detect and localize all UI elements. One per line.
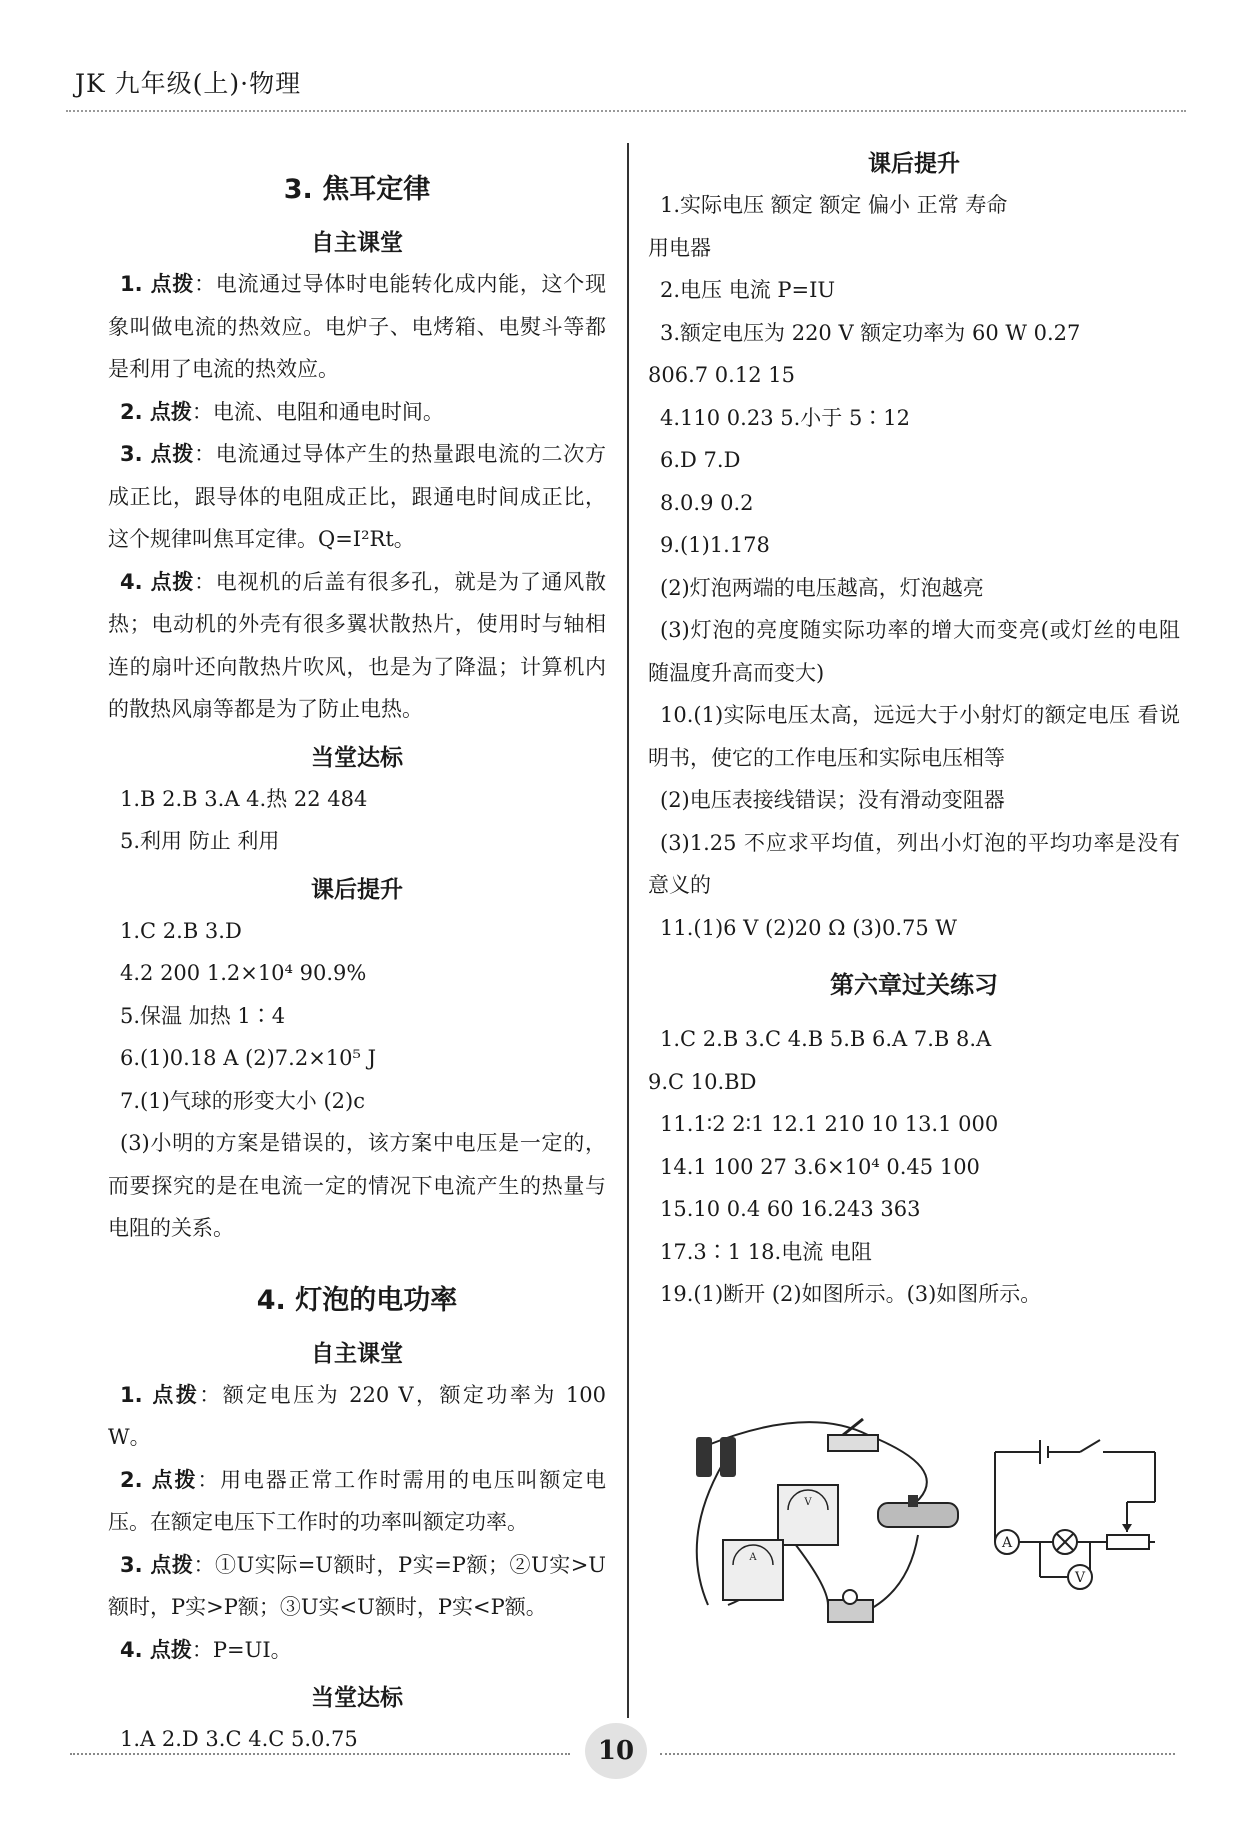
voltmeter-label: V xyxy=(1074,1570,1086,1586)
item-text: ：电流通过导体产生的热量跟电流的二次方成正比，跟导体的电阻成正比，跟通电时间成正比，这个规律叫焦耳定律。Q=I²Rt。 xyxy=(108,442,606,551)
item-number: 4. 点拨 xyxy=(120,569,195,594)
ammeter-symbol: A xyxy=(749,1552,757,1563)
section-title-bulb-power: 4. 灯泡的电功率 xyxy=(256,1284,458,1316)
battery-icon xyxy=(696,1437,736,1477)
subheading-kehou-right: 课后提升 xyxy=(868,151,960,177)
answer-item xyxy=(108,433,606,561)
rheostat-icon xyxy=(878,1495,958,1527)
column-divider xyxy=(627,143,629,1718)
subheading-dangtang: 当堂达标 xyxy=(311,744,403,771)
item-number: 1. 点拨 xyxy=(120,1382,200,1407)
subheading-zizhu-2: 自主课堂 xyxy=(311,1340,403,1367)
answer-line: 14.1 100 27 3.6×10⁴ 0.45 100 xyxy=(660,1154,980,1179)
answer-line: 9.C 10.BD xyxy=(648,1069,757,1094)
answer-line: 2.电压 电流 P=IU xyxy=(660,278,836,302)
page-header: JK 九年级(上)·物理 xyxy=(75,69,302,98)
answer-line: 4.2 200 1.2×10⁴ 90.9% xyxy=(120,961,367,985)
answer-line: 8.0.9 0.2 xyxy=(660,490,754,515)
circuit-schematic-figure xyxy=(985,1432,1165,1612)
item-number: 3. 点拨 xyxy=(120,1552,194,1577)
answer-line: 5.利用 防止 利用 xyxy=(120,829,280,853)
subheading-dangtang-2: 当堂达标 xyxy=(311,1685,403,1711)
item-text: ：电流通过导体时电能转化成内能，这个现象叫做电流的热效应。电炉子、电烤箱、电熨斗等都是利用了电流的热效应。 xyxy=(108,272,606,381)
answer-line: 5.保温 加热 1∶4 xyxy=(120,1003,286,1028)
answer-line: 6.D 7.D xyxy=(660,448,741,472)
subheading-kehou: 课后提升 xyxy=(311,876,403,903)
item-text: ：额定电压为 220 V，额定功率为 100 W。 xyxy=(108,1382,606,1449)
slider-arrow-icon xyxy=(1122,1524,1132,1532)
answer-line: 19.(1)断开 (2)如图所示。(3)如图所示。 xyxy=(660,1282,1042,1306)
answer-line: 1.C 2.B 3.D xyxy=(120,918,242,943)
answer-paragraph: (3)1.25 不应求平均值，列出小灯泡的平均功率是没有意义的 xyxy=(648,830,1180,897)
answer-paragraph: (3)灯泡的亮度随实际功率的增大而变亮(或灯丝的电阻随温度升高而变大) xyxy=(648,618,1180,685)
voltmeter-symbol-icon xyxy=(1068,1565,1092,1589)
answer-paragraph: (3)小明的方案是错误的，该方案中电压是一定的，而要探究的是在电流一定的情况下电流产生的热量与电阻的关系。 xyxy=(108,1131,606,1240)
answer-paragraph: 10.(1)实际电压太高，远远大于小射灯的额定电压 看说明书，使它的工作电压和实际电压相等 xyxy=(648,703,1180,770)
answer-item xyxy=(108,1544,606,1629)
right-column xyxy=(648,137,1180,1316)
header-rule xyxy=(66,110,1186,112)
item-text: ：电流、电阻和通电时间。 xyxy=(191,399,444,424)
answer-line: 用电器 xyxy=(648,235,711,260)
circuit-apparatus-figure xyxy=(668,1415,968,1630)
ammeter-icon xyxy=(723,1540,783,1600)
ammeter-label: A xyxy=(1001,1535,1013,1551)
item-text: ：P=UI。 xyxy=(191,1637,292,1662)
answer-item xyxy=(108,1374,606,1459)
left-column xyxy=(108,155,606,1761)
voltmeter-icon xyxy=(778,1485,838,1545)
answer-line: 11.(1)6 V (2)20 Ω (3)0.75 W xyxy=(660,915,958,940)
item-text: ：电视机的后盖有很多孔，就是为了通风散热；电动机的外壳有很多翼状散热片，使用时与轴相连的扇叶还向散热片吹风，也是为了降温；计算机内的散热风扇等都是为了防止电热。 xyxy=(108,569,606,721)
section-title-joule-law: 3. 焦耳定律 xyxy=(283,174,431,205)
answer-line: (2)电压表接线错误；没有滑动变阻器 xyxy=(660,788,1005,812)
answer-line: 1.B 2.B 3.A 4.热 22 484 xyxy=(120,786,368,811)
subheading-zizhu: 自主课堂 xyxy=(311,230,403,256)
bulb-holder-icon xyxy=(828,1590,873,1622)
item-number: 2. 点拨 xyxy=(120,1467,198,1492)
answer-line: 11.1∶2 2∶1 12.1 210 10 13.1 000 xyxy=(660,1112,999,1136)
item-number: 1. 点拨 xyxy=(120,272,195,296)
answer-item xyxy=(108,1629,606,1672)
answer-line: 1.实际电压 额定 额定 偏小 正常 寿命 xyxy=(660,193,1008,217)
item-number: 4. 点拨 xyxy=(120,1637,192,1662)
footer-rule-right xyxy=(660,1753,1175,1755)
answer-item xyxy=(108,1459,606,1544)
answer-item xyxy=(108,561,606,731)
lamp-symbol-icon xyxy=(1053,1530,1077,1554)
answer-line: 17.3∶1 18.电流 电阻 xyxy=(660,1239,872,1264)
section-title-chapter6: 第六章过关练习 xyxy=(830,971,998,999)
item-number: 2. 点拨 xyxy=(120,399,192,424)
answer-line: 9.(1)1.178 xyxy=(660,533,770,557)
answer-line: 3.额定电压为 220 V 额定功率为 60 W 0.27 xyxy=(660,320,1081,345)
ammeter-symbol-icon xyxy=(995,1530,1019,1554)
page-number: 10 xyxy=(585,1723,647,1779)
answer-line: 4.110 0.23 5.小于 5∶12 xyxy=(660,405,911,430)
answer-line: 15.10 0.4 60 16.243 363 xyxy=(660,1197,921,1221)
answer-line: (2)灯泡两端的电压越高，灯泡越亮 xyxy=(660,575,984,600)
voltmeter-symbol: V xyxy=(804,1497,812,1508)
answer-line: 1.A 2.D 3.C 4.C 5.0.75 xyxy=(120,1727,358,1751)
answer-line: 806.7 0.12 15 xyxy=(648,363,795,387)
answer-item xyxy=(108,391,606,434)
item-text: ：用电器正常工作时需用的电压叫额定电压。在额定电压下工作时的功率叫额定功率。 xyxy=(108,1467,607,1534)
answer-line: 6.(1)0.18 A (2)7.2×10⁵ J xyxy=(120,1046,377,1070)
item-number: 3. 点拨 xyxy=(120,442,195,466)
answer-line: 1.C 2.B 3.C 4.B 5.B 6.A 7.B 8.A xyxy=(660,1027,992,1051)
item-text: ：①U实际=U额时，P实=P额；②U实>U额时，P实>P额；③U实<U额时，P实<P额。 xyxy=(108,1552,607,1619)
footer-rule-left xyxy=(70,1753,570,1755)
answer-item xyxy=(108,263,606,391)
answer-line: 7.(1)气球的形变大小 (2)c xyxy=(120,1088,365,1113)
